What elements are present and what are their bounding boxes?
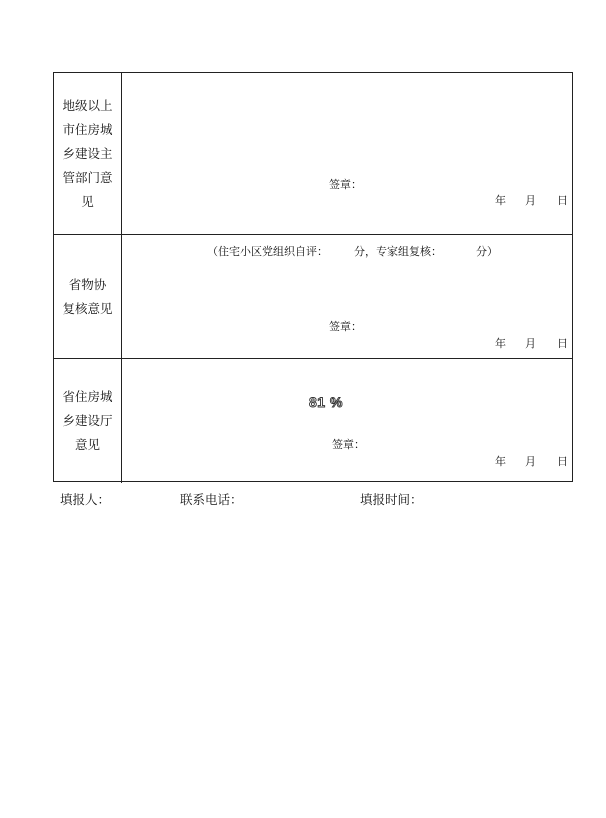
date-year: 年 [495, 455, 506, 468]
row-province-property-assoc [54, 234, 572, 358]
label-line: 地级以上 [62, 97, 113, 113]
seal-label: 签章： [329, 178, 362, 191]
label-line: 复核意见 [62, 300, 113, 316]
score-note-unit2: 分） [476, 245, 498, 258]
label-line: 省住房城 [62, 389, 113, 404]
row-city-housing-dept [54, 73, 572, 234]
approval-form-table [53, 72, 573, 482]
row-province-housing-dept [54, 358, 572, 483]
label-line: 乡建设厅 [62, 413, 113, 428]
date-day: 日 [557, 455, 568, 468]
score-percent: 81 % [309, 394, 343, 410]
label-cell-province-property-assoc [54, 235, 122, 358]
date-month: 月 [525, 194, 536, 207]
date-year: 年 [495, 337, 506, 350]
label-line: 市住房城 [62, 121, 113, 137]
content-cell-city-housing-dept[interactable] [122, 73, 572, 234]
date-year: 年 [495, 194, 506, 207]
score-note-open: （住宅小区党组织自评： [207, 245, 328, 258]
content-cell-province-property-assoc[interactable] [122, 235, 572, 358]
label-province-housing-dept [62, 385, 112, 457]
seal-label: 签章： [332, 438, 365, 451]
footer-phone-label: 联系电话： [180, 492, 243, 507]
footer-filler-label: 填报人： [60, 492, 111, 507]
label-city-housing-dept [62, 94, 112, 214]
date-month: 月 [525, 337, 536, 350]
score-note-unit1: 分，专家组复核： [354, 245, 442, 258]
date-day: 日 [557, 337, 568, 350]
label-line: 省物协 [68, 276, 107, 292]
score-note [207, 243, 498, 259]
label-line: 管部门意 [62, 169, 113, 185]
label-line: 意见 [74, 437, 100, 452]
label-province-property-assoc [62, 273, 112, 321]
seal-label: 签章： [329, 320, 362, 333]
label-line: 乡建设主 [62, 145, 113, 161]
footer-time-label: 填报时间： [360, 492, 423, 507]
label-cell-province-housing-dept [54, 359, 122, 483]
date-day: 日 [557, 194, 568, 207]
content-cell-province-housing-dept[interactable] [122, 359, 572, 483]
label-cell-city-housing-dept [54, 73, 122, 234]
label-line: 见 [81, 193, 94, 209]
date-month: 月 [525, 455, 536, 468]
